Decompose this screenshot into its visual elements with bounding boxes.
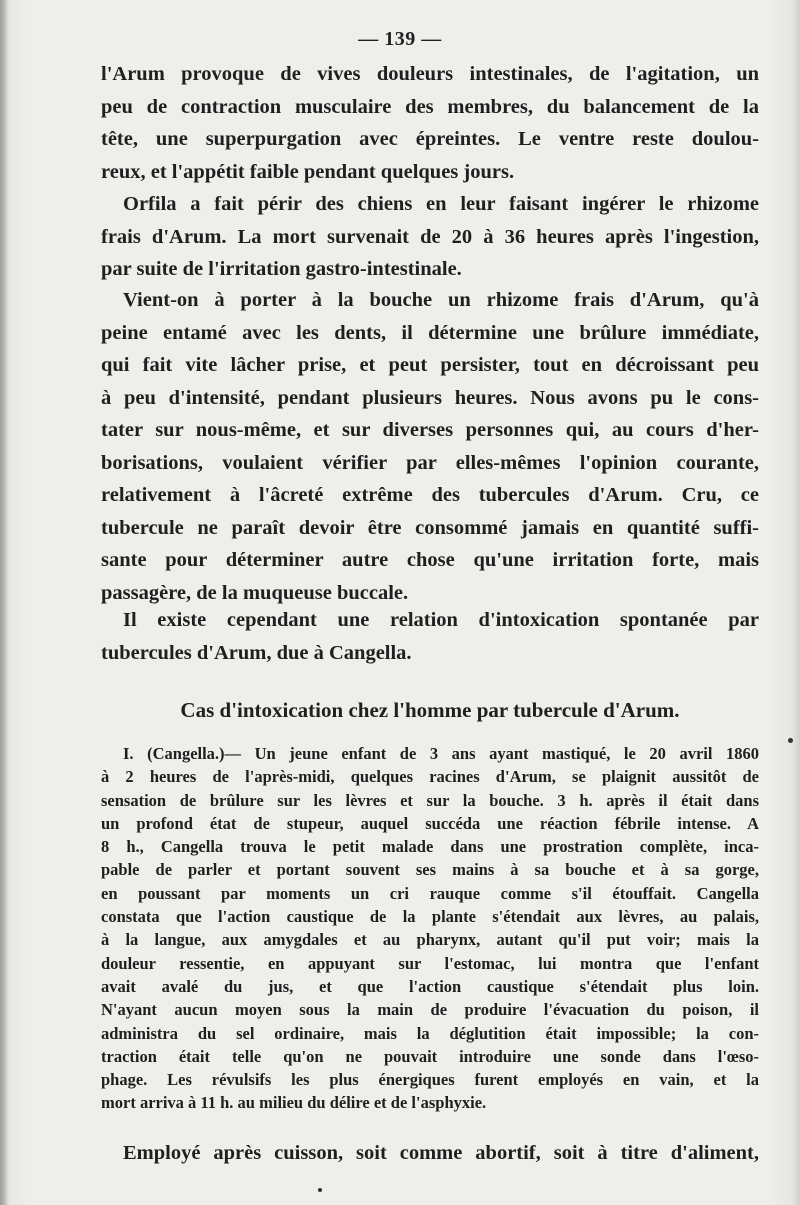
final-paragraph [101,1137,759,1170]
text-line: borisations, voulaient vérifier par elles-mêmes l'opinion courante, [101,451,759,474]
text-line: Orfila a fait périr des chiens en leur faisant ingérer le rhizome [123,193,759,215]
paragraph-1 [101,58,759,188]
text-line: passagère, de la muqueuse buccale. [101,581,409,604]
text-line: sante pour déterminer autre chose qu'une irritation forte, mais [101,549,759,571]
scan-speck [318,1188,322,1192]
paragraph-4 [101,604,759,669]
text-line: douleur ressentie, en appuyant sur l'estomac, lui montra que l'enfant [101,953,759,973]
section-heading: Cas d'intoxication chez l'homme par tubercule d'Arum. [180,698,680,722]
text-line: mort arriva à 11 h. au milieu du délire et de l'asphyxie. [101,1093,487,1113]
text-line: sensation de brûlure sur les lèvres et sur la bouche. 3 h. après il était dans [101,790,759,810]
text-line: à peu d'intensité, pendant plusieurs heures. Nous avons pu le cons- [101,386,759,409]
text-line: en poussant par moments un cri rauque comme s'il étouffait. Cangella [101,883,759,903]
paragraph-2 [101,188,759,286]
text-line: reux, et l'appétit faible pendant quelques jours. [101,160,515,183]
text-line: phage. Les révulsifs les plus énergiques furent employés en vain, et la [101,1070,759,1090]
text-line: peu de contraction musculaire des membres, du balancement de la [101,95,759,118]
text-line: N'ayant aucun moyen sous la main de produire l'évacuation du poison, il [101,1000,759,1020]
text-line: à la langue, aux amygdales et au pharynx, autant qu'il put voir; mais la [101,930,759,950]
text-line: peine entamé avec les dents, il détermine une brûlure immédiate, [101,321,759,344]
text-line: à 2 heures de l'après-midi, quelques racines d'Arum, se plaignit aussitôt de [101,767,759,787]
text-line: tubercules d'Arum, due à Cangella. [101,641,412,664]
text-line: administra du sel ordinaire, mais la déglutition était impossible; la con- [101,1023,759,1043]
text-line: pable de parler et portant souvent ses mains à sa bouche et à sa gorge, [101,860,759,880]
text-line: Vient-on à porter à la bouche un rhizome frais d'Arum, qu'à [123,289,759,311]
page-gutter-shadow [0,0,8,1205]
text-line: 8 h., Cangella trouva le petit malade dans une prostration complète, inca- [101,837,759,857]
paragraph-3 [101,284,759,609]
text-line: Employé après cuisson, soit comme abortif, soit à titre d'aliment, [123,1142,759,1164]
scan-speck [788,738,793,743]
text-line: traction était telle qu'on ne pouvait introduire une sonde dans l'œso- [101,1046,759,1066]
text-line: I. (Cangella.)— Un jeune enfant de 3 ans ayant mastiqué, le 20 avril 1860 [123,744,759,763]
text-line: par suite de l'irritation gastro-intestinale. [101,258,462,280]
text-line: tête, une superpurgation avec épreintes. Le ventre reste doulou- [101,128,759,150]
text-line: l'Arum provoque de vives douleurs intestinales, de l'agitation, un [101,63,759,85]
text-line: constata que l'action caustique de la plante s'étendait aux lèvres, au palais, [101,907,759,927]
page-number: — 139 — [358,28,442,50]
text-line: tubercule ne paraît devoir être consommé jamais en quantité suffi- [101,516,759,539]
text-line: qui fait vite lâcher prise, et peut persister, tout en décroissant peu [101,354,759,376]
text-line: relativement à l'âcreté extrême des tubercules d'Arum. Cru, ce [101,484,759,506]
text-line: avait avalé du jus, et que l'action caustique s'étendait plus loin. [101,976,759,996]
text-line: frais d'Arum. La mort survenait de 20 à 36 heures après l'ingestion, [101,225,759,248]
text-line: un profond état de stupeur, auquel succéda une réaction fébrile intense. A [101,813,759,833]
case-report [101,742,759,1115]
text-line: Il existe cependant une relation d'intoxication spontanée par [123,609,759,631]
text-line: tater sur nous-même, et sur diverses personnes qui, au cours d'her- [101,419,759,441]
